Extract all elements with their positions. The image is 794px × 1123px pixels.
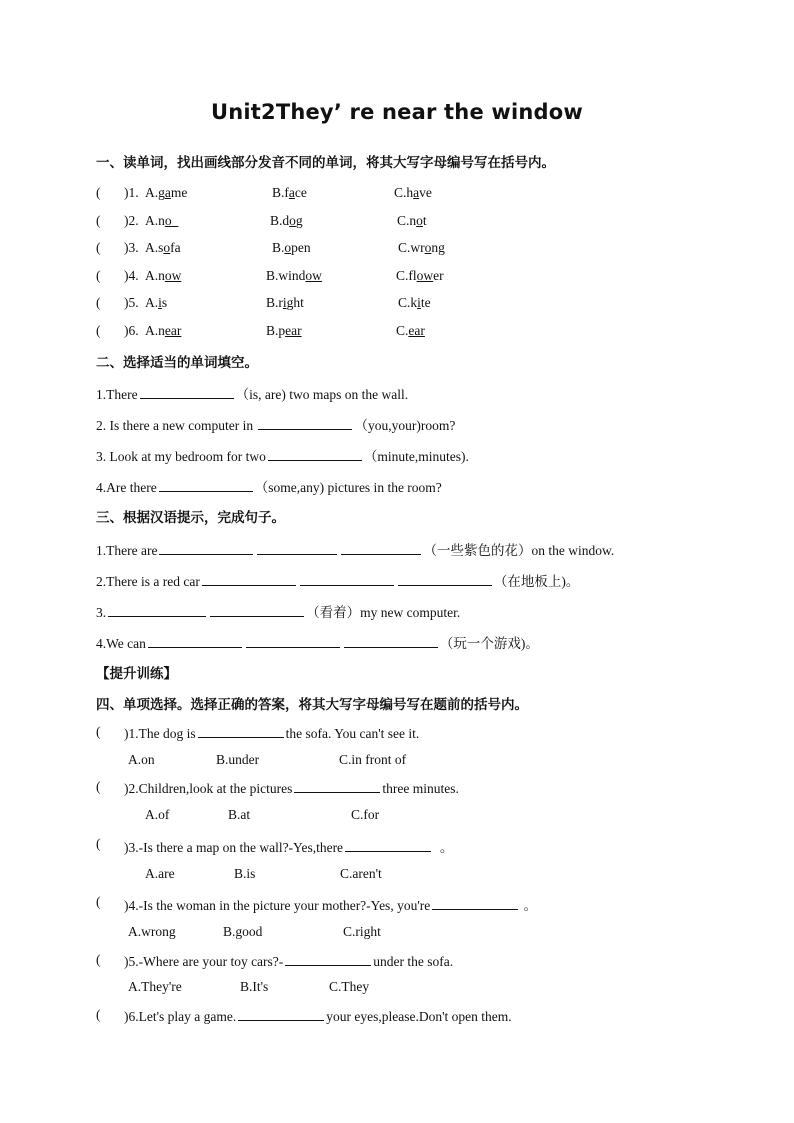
choice-c: C.They — [329, 979, 370, 994]
option-a: A.game — [145, 185, 188, 200]
option-c: C.flower — [396, 268, 444, 283]
answer-blank[interactable] — [345, 838, 431, 852]
choice-a: A.of — [145, 807, 170, 822]
translate-question: 3. （看着）my new computer. — [96, 605, 461, 620]
choice-b: B.under — [216, 752, 260, 767]
choice-a: A.wrong — [128, 924, 176, 939]
fill-question: 2. Is there a new computer in （you,your)room? — [96, 418, 456, 433]
option-b: B.pear — [266, 323, 302, 338]
option-b: B.open — [272, 240, 311, 255]
section-1-heading: 一、读单词，找出画线部分发音不同的单词，将其大写字母编号写在括号内。 — [96, 155, 555, 171]
section-3-heading: 三、根据汉语提示，完成句子。 — [96, 510, 285, 526]
answer-paren[interactable]: ( — [96, 952, 101, 967]
answer-blank[interactable] — [159, 541, 253, 555]
choice-question: )4.-Is the woman in the picture your mother?-Yes, you're 。 — [124, 898, 538, 913]
answer-paren[interactable]: ( — [96, 268, 101, 283]
option-a: A.no — [145, 213, 172, 228]
answer-blank[interactable] — [202, 572, 296, 586]
choice-b: B.is — [234, 866, 256, 881]
choice-b: B.at — [228, 807, 251, 822]
option-c: C.not — [397, 213, 427, 228]
option-c: C.ear — [396, 323, 425, 338]
answer-blank[interactable] — [140, 385, 234, 399]
answer-blank[interactable] — [344, 634, 438, 648]
choice-c: C.aren't — [340, 866, 382, 881]
answer-blank[interactable] — [285, 952, 371, 966]
answer-blank[interactable] — [341, 541, 421, 555]
answer-blank[interactable] — [246, 634, 340, 648]
answer-blank[interactable] — [300, 572, 394, 586]
answer-paren[interactable]: ( — [96, 240, 101, 255]
option-a: A.sofa — [145, 240, 181, 255]
option-a: A.is — [145, 295, 168, 310]
answer-blank[interactable] — [148, 634, 242, 648]
translate-question: 4.We can （玩一个游戏)。 — [96, 636, 539, 651]
option-b: B.right — [266, 295, 304, 310]
answer-paren[interactable]: ( — [96, 323, 101, 338]
item-number: )6. — [124, 323, 139, 338]
choice-c: C.right — [343, 924, 381, 939]
fill-question: 4.Are there （some,any) pictures in the room? — [96, 480, 442, 495]
answer-blank[interactable] — [268, 447, 362, 461]
page-title: Unit2They’ re near the window — [210, 100, 584, 124]
translate-question: 1.There are （一些紫色的花）on the window. — [96, 543, 615, 558]
translate-question: 2.There is a red car （在地板上)。 — [96, 574, 580, 589]
answer-paren[interactable]: ( — [96, 185, 101, 200]
item-number: )4. — [124, 268, 139, 283]
choice-b: B.good — [223, 924, 263, 939]
answer-paren[interactable]: ( — [96, 1007, 101, 1022]
choice-c: C.for — [351, 807, 380, 822]
option-c: C.have — [394, 185, 432, 200]
item-number: )1. — [124, 185, 139, 200]
answer-paren[interactable]: ( — [96, 894, 101, 909]
extension-label: 【提升训练】 — [96, 666, 177, 682]
fill-question: 1.There （is, are) two maps on the wall. — [96, 387, 409, 402]
choice-question: )6.Let's play a game. your eyes,please.Don't open them. — [124, 1009, 512, 1024]
choice-a: A.on — [128, 752, 155, 767]
choice-a: A.are — [145, 866, 175, 881]
answer-blank[interactable] — [432, 896, 518, 910]
choice-question: )2.Children,look at the pictures three minutes. — [124, 781, 459, 796]
answer-blank[interactable] — [210, 603, 304, 617]
answer-blank[interactable] — [238, 1007, 324, 1021]
section-4-heading: 四、单项选择。选择正确的答案，将其大写字母编号写在题前的括号内。 — [96, 697, 528, 713]
item-number: )2. — [124, 213, 139, 228]
answer-blank[interactable] — [258, 416, 352, 430]
item-number: )5. — [124, 295, 139, 310]
choice-question: )1.The dog is the sofa. You can't see it. — [124, 726, 420, 741]
option-a: A.now — [145, 268, 182, 283]
option-b: B.window — [266, 268, 322, 283]
answer-blank[interactable] — [108, 603, 206, 617]
option-b: B.dog — [270, 213, 303, 228]
choice-question: )5.-Where are your toy cars?- under the sofa. — [124, 954, 454, 969]
choice-question: )3.-Is there a map on the wall?-Yes,there 。 — [124, 840, 454, 855]
option-a: A.near — [145, 323, 182, 338]
option-b: B.face — [272, 185, 307, 200]
answer-blank[interactable] — [398, 572, 492, 586]
answer-paren[interactable]: ( — [96, 836, 101, 851]
option-c: C.kite — [398, 295, 431, 310]
answer-blank[interactable] — [257, 541, 337, 555]
choice-b: B.It's — [240, 979, 269, 994]
item-number: )3. — [124, 240, 139, 255]
fill-question: 3. Look at my bedroom for two （minute,minutes). — [96, 449, 469, 464]
option-c: C.wrong — [398, 240, 445, 255]
answer-paren[interactable]: ( — [96, 779, 101, 794]
answer-blank[interactable] — [198, 724, 284, 738]
answer-paren[interactable]: ( — [96, 295, 101, 310]
answer-paren[interactable]: ( — [96, 213, 101, 228]
answer-blank[interactable] — [294, 779, 380, 793]
section-2-heading: 二、选择适当的单词填空。 — [96, 355, 258, 371]
answer-blank[interactable] — [159, 478, 253, 492]
choice-a: A.They're — [128, 979, 182, 994]
choice-c: C.in front of — [339, 752, 407, 767]
answer-paren[interactable]: ( — [96, 724, 101, 739]
